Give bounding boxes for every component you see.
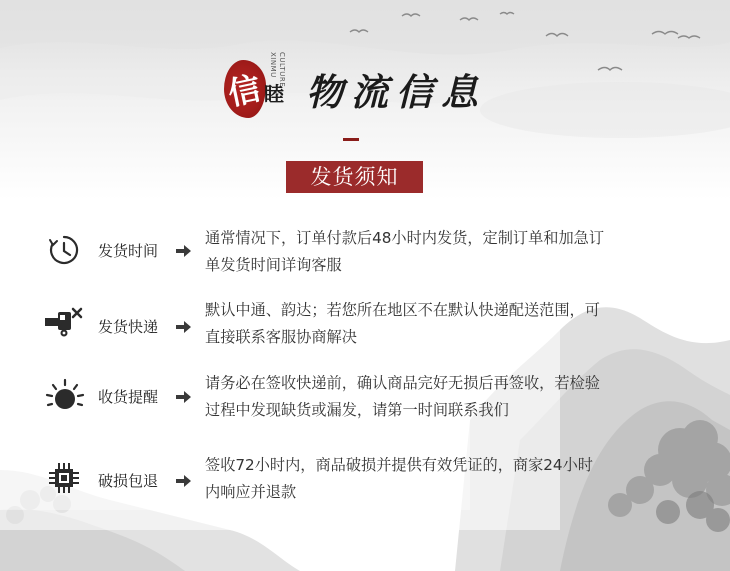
arrow-right-icon [176,390,192,404]
item-desc-courier [205,297,695,351]
item-desc-line: 内响应并退款 [205,483,297,501]
brand-vertical-text: XINMU [269,52,277,78]
arrow-right-icon [176,474,192,488]
item-desc-line: 默认中通、韵达；若您所在地区不在默认快递配送范围，可 [205,301,600,319]
brand-logo [224,52,300,122]
item-label-ship-time: 发货时间 [98,242,159,260]
delivery-truck-icon [44,306,84,340]
item-desc-line: 请务必在签收快递前，确认商品完好无损后再签收，若检验 [205,374,600,392]
seal-character: 信 [224,69,265,113]
arrow-right-icon [176,244,192,258]
item-label-courier: 发货快递 [98,318,159,336]
title-divider [343,138,359,141]
brand-character: 睦 [264,82,284,106]
item-label-damage-refund: 破损包退 [98,472,159,490]
item-desc-line: 过程中发现缺货或漏发，请第一时间联系我们 [205,401,509,419]
item-desc-line: 直接联系客服协商解决 [205,328,357,346]
item-desc-line: 签收72小时内，商品破损并提供有效凭证的，商家24小时 [205,456,593,474]
chip-icon [47,461,81,495]
item-desc-line: 通常情况下，订单付款后48小时内发货，定制订单和加急订 [205,229,605,247]
item-desc-ship-time [205,225,695,279]
clock-icon [47,233,81,267]
item-desc-receipt [205,370,695,424]
arrow-right-icon [176,320,192,334]
section-badge: 发货须知 [286,161,423,193]
item-desc-damage-refund [205,452,695,506]
page-title: 物流信息 [306,70,486,114]
sunrise-icon [45,378,85,412]
item-desc-line: 单发货时间详询客服 [205,256,342,274]
brand-vertical-subtext: CULTURE [278,52,286,88]
item-label-receipt: 收货提醒 [98,388,159,406]
